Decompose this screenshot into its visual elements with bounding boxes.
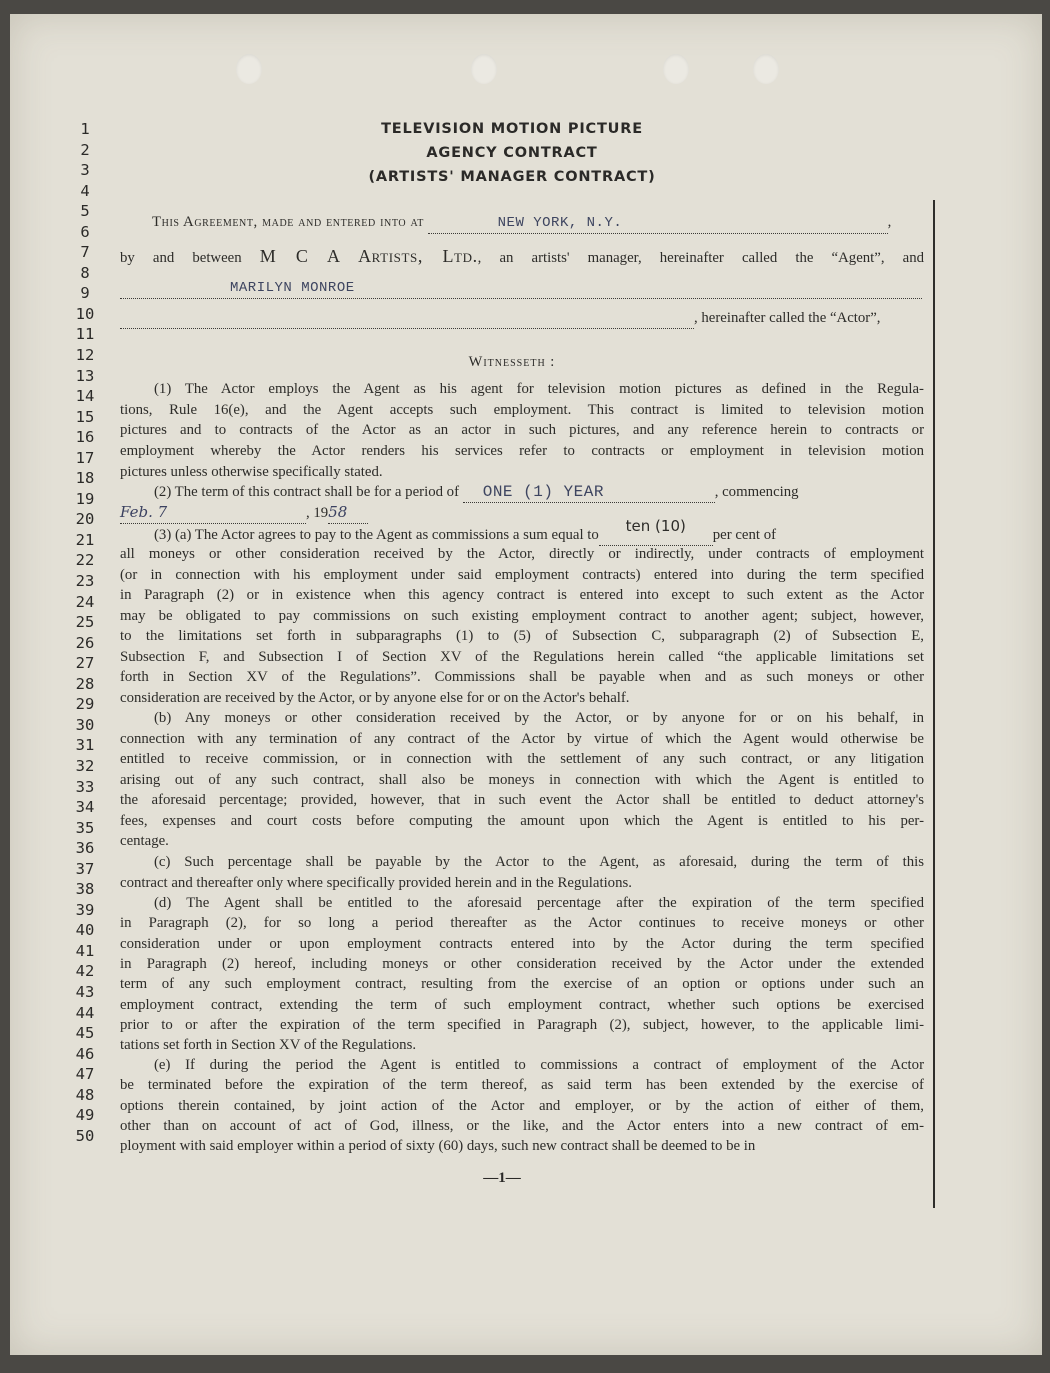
by-between: by and between (120, 250, 242, 266)
actor-suffix: , hereinafter called the “Actor”, (694, 310, 881, 326)
para3c-line: contract and thereafter only where specifically provided herein and in the Regulations. (120, 874, 632, 891)
title-line-1: TELEVISION MOTION PICTURE (381, 121, 643, 137)
commission-line (120, 517, 924, 546)
line-number: 45 (75, 1024, 95, 1043)
para3e-line: other than on account of act of God, illness, or the like, and the Actor enters into a new contract of em- (120, 1117, 924, 1134)
line-number: 40 (75, 921, 95, 940)
para3a-lines-line: consideration are received by the Actor, or by anyone else for or on the Actor's behalf. (120, 689, 630, 706)
line-number: 41 (75, 941, 95, 960)
para3d-line: (d) The Agent shall be entitled to the aforesaid percentage after the expiration of the term specified (154, 895, 924, 911)
para1-line: pictures and to contracts of the Actor as an actor in such pictures, and any reference herein to contracts or (120, 422, 924, 439)
term-field (463, 482, 715, 503)
para3d-line: employment contract, extending the term of such employment contract, whether such options be exercised (120, 996, 924, 1013)
place-suffix: , (887, 214, 892, 230)
actor-name-line (120, 277, 924, 299)
para3d-line: in Paragraph (2), for so long a period thereafter as the Actor continues to receive moneys or other (120, 915, 924, 932)
line-number: 9 (80, 284, 90, 303)
para3b-line: the aforesaid percentage; provided, however, that in such event the Actor shall be entitled to deduct attorney's (120, 792, 924, 808)
commission-suffix: per cent of (712, 527, 777, 543)
line-number: 1 (80, 120, 90, 138)
start-date-line (120, 502, 924, 524)
line-number: 2 (80, 140, 90, 159)
start-date-field (120, 502, 306, 524)
line-number: 14 (75, 387, 95, 406)
line-number: 13 (75, 366, 95, 385)
line-number: 31 (75, 736, 95, 755)
para1-line: pictures unless otherwise specifically stated. (120, 463, 383, 480)
para3d-line: tations set forth in Section XV of the Regulations. (120, 1037, 417, 1054)
para3d-line: in Paragraph (2) hereof, including moneys or other consideration received by the Actor under the extended (120, 955, 924, 972)
percent-value: ten (10) (625, 517, 686, 535)
line-number: 29 (75, 695, 95, 714)
para3e-line: ployment with said employer within a period of sixty (60) days, such new contract shall be deemed to be in (120, 1138, 756, 1155)
line-number-column (60, 119, 110, 1146)
line-number: 46 (75, 1044, 95, 1063)
line-number: 15 (75, 407, 95, 426)
line-number: 37 (75, 859, 95, 878)
term-prefix: (2) The term of this contract shall be for a period of (154, 484, 460, 500)
para3e-line: options therein contained, by joint action of the Actor and employer, or by the action of either of them, (120, 1097, 924, 1114)
actor-name-field (120, 277, 922, 299)
line-number: 27 (75, 654, 95, 673)
line-number: 30 (75, 715, 95, 734)
parties-line (120, 246, 924, 266)
para3a-lines-line: in Paragraph (2) or in existence when this agency contract is entered into except to such extent as the Actor (120, 587, 924, 604)
para1-line: tions, Rule 16(e), and the Agent accepts such employment. This contract is limited to television motion (120, 401, 924, 418)
para3a-lines-line: all moneys or other consideration received by the Actor, directly or indirectly, under contracts of employment (120, 546, 924, 562)
para3b-line: connection with any termination of any contract of the Actor by virtue of which the Agent would otherwise be (120, 730, 924, 747)
year-field (328, 502, 368, 524)
line-number: 20 (75, 510, 95, 529)
line-number: 38 (75, 880, 95, 899)
para3a-lines-line: to the limitations set forth in subparagraphs (1) to (5) of Subsection C, subparagraph (2) of Subsection E, (120, 628, 924, 645)
para3a-lines-line: Subsection F, and Subsection I of Section XV of the Regulations herein called “the applicable limitations set (120, 648, 924, 665)
line-number: 33 (75, 777, 95, 796)
para1-line: (1) The Actor employs the Agent as his agent for television motion pictures as defined in the Regula- (154, 381, 924, 397)
line-number: 7 (80, 243, 90, 262)
margin-rule (933, 200, 935, 1208)
term-suffix: , commencing (714, 484, 799, 500)
line-number: 32 (75, 756, 95, 775)
para3a-lines-line: may be obligated to pay commissions on such existing employment contract to another agent; subject, however, (120, 607, 924, 624)
agreement-line (152, 212, 936, 234)
line-number: 39 (75, 900, 95, 919)
para1-line: employment whereby the Actor renders his services refer to contracts or employment in television motion (120, 443, 924, 460)
commission-prefix: (3) (a) The Actor agrees to pay to the Agent as commissions a sum equal to (154, 527, 599, 543)
line-number: 12 (75, 346, 95, 365)
line-number: 16 (75, 428, 95, 447)
line-number: 8 (80, 263, 90, 282)
term-line (120, 482, 924, 503)
para3d-line: consideration under or upon employment contracts entered into by the Actor during the term specified (120, 935, 924, 952)
line-number: 11 (75, 325, 95, 344)
line-number: 28 (75, 674, 95, 693)
line-number: 23 (75, 572, 95, 591)
para3b-line: arising out of any such contract, shall also be moneys in connection with which the Agent is entitled to (120, 771, 924, 788)
para3c-line: (c) Such percentage shall be payable by the Actor to the Agent, as aforesaid, during the term of this (154, 854, 924, 870)
year-prefix: , 19 (306, 505, 329, 521)
actor-suffix-line (120, 308, 924, 329)
line-number: 42 (75, 962, 95, 981)
line-number: 26 (75, 633, 95, 652)
line-number: 36 (75, 839, 95, 858)
title-line-3: (ARTISTS' MANAGER CONTRACT) (368, 169, 656, 185)
line-number: 44 (75, 1003, 95, 1022)
year-value: 58 (328, 503, 348, 521)
line-number: 18 (75, 469, 95, 488)
place-value: NEW YORK, N.Y. (497, 215, 623, 231)
para3b-line: entitled to receive commission, or in connection with the settlement of any such contract, or any litigation (120, 751, 924, 767)
line-number: 25 (75, 613, 95, 632)
para3b-line: fees, expenses and court costs before computing the amount upon which the Agent is entitled to his per- (120, 812, 924, 829)
term-value: ONE (1) YEAR (482, 483, 604, 501)
percent-field (599, 517, 713, 546)
line-number: 10 (75, 304, 95, 323)
line-number: 21 (75, 530, 95, 549)
line-number: 49 (75, 1106, 95, 1125)
line-number: 19 (75, 489, 95, 508)
line-number: 35 (75, 818, 95, 837)
para3b-line: centage. (120, 833, 169, 849)
place-field (428, 212, 888, 234)
para3a-lines-line: forth in Section XV of the Regulations”. Commissions shall be payable when and as such moneys or other (120, 669, 924, 686)
para3d-line: term of any such employment contract, resulting from the exercise of an option or options under such an (120, 976, 924, 993)
para3e-line: (e) If during the period the Agent is entitled to commissions a contract of employment of the Actor (154, 1057, 924, 1073)
blank-field (120, 308, 694, 329)
start-date-value: Feb. 7 (120, 503, 168, 521)
para3e-line: be terminated before the expiration of the term thereof, as said term has been extended by the exercise of (120, 1077, 924, 1094)
punch-hole (663, 54, 689, 84)
line-number: 4 (80, 181, 90, 200)
agent-name: M C A Artists, Ltd. (259, 246, 478, 266)
line-number: 5 (80, 202, 90, 221)
line-number: 34 (75, 798, 95, 817)
para3b-line: (b) Any moneys or other consideration received by the Actor, or by anyone for or on his behalf, in (154, 710, 924, 726)
agent-suffix: , an artists' manager, hereinafter called the “Agent”, and (477, 250, 924, 266)
punch-hole (471, 54, 497, 84)
para3d-line: prior to or after the expiration of the term specified in Paragraph (2), subject, however, to the applicable limi- (120, 1016, 924, 1033)
line-number: 3 (80, 161, 90, 180)
line-number: 17 (75, 448, 95, 467)
line-number: 43 (75, 982, 95, 1001)
para3a-lines-line: (or in connection with his employment under said employment contracts) entered into during the term specified (120, 566, 924, 583)
punch-hole (236, 54, 262, 84)
line-number: 48 (75, 1085, 95, 1104)
line-number: 24 (75, 592, 95, 611)
witnesseth-heading: Witnesseth : (468, 354, 556, 370)
line-number: 6 (80, 222, 90, 241)
page-number: —1— (483, 1170, 521, 1186)
agreement-prefix: This Agreement, made and entered into at (152, 214, 424, 230)
line-number: 50 (75, 1126, 95, 1145)
punch-hole (753, 54, 779, 84)
line-number: 47 (75, 1065, 95, 1084)
title-line-2: AGENCY CONTRACT (426, 145, 598, 161)
line-number: 22 (75, 551, 95, 570)
actor-name-value: MARILYN MONROE (230, 280, 355, 296)
